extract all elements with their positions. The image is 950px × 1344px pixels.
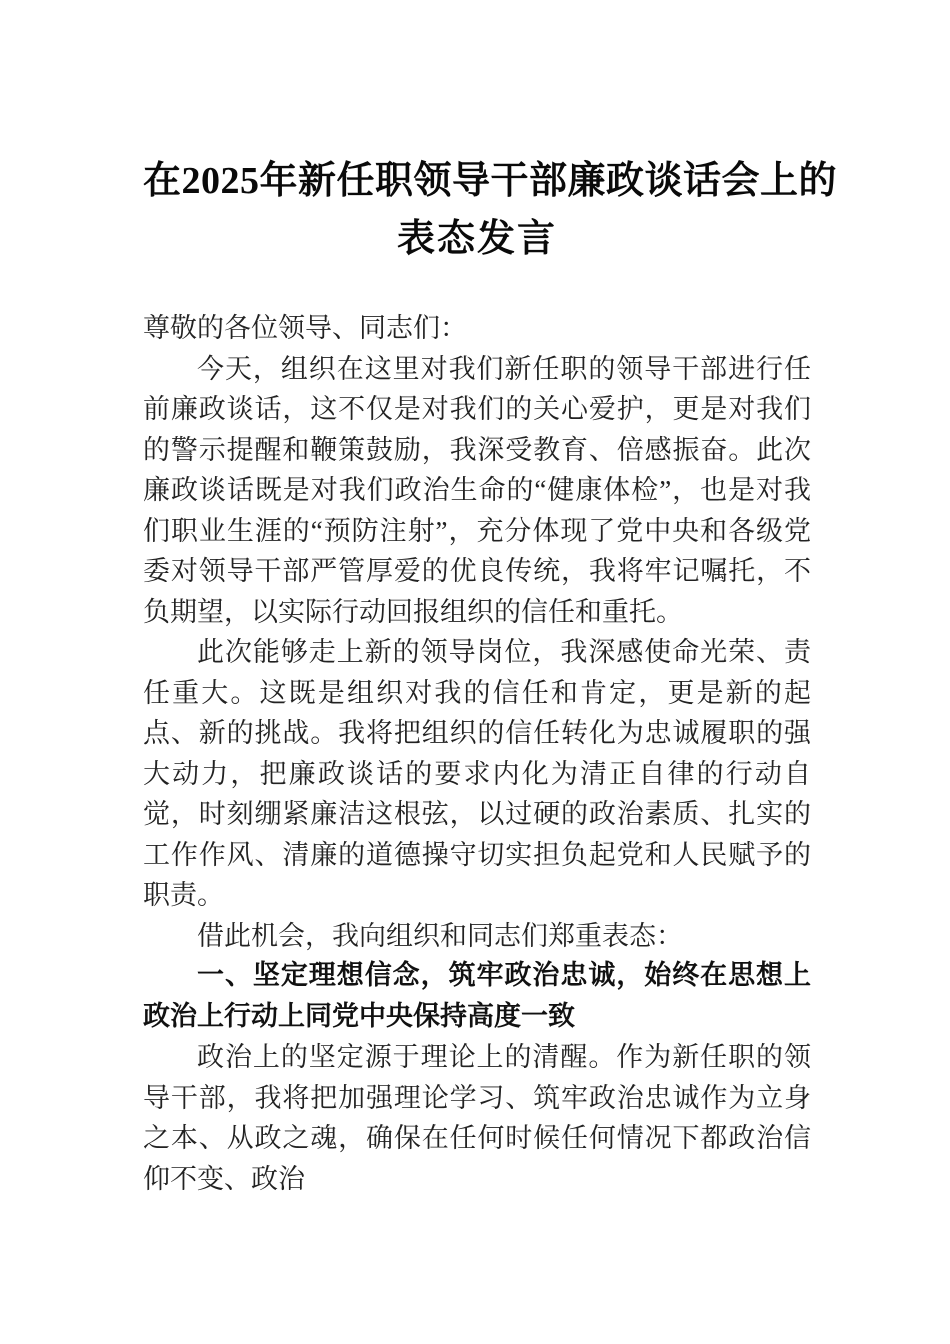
body-paragraph-3: 借此机会，我向组织和同志们郑重表态： [197, 920, 683, 951]
body-paragraph-1: 今天，组织在这里对我们新任职的领导干部进行任前廉政谈话，这不仅是对我们的关心爱护，更是对我们的警示提醒和鞭策鼓励，我深受教育、倍感振奋。此次廉政谈话既是对我们政治生命的“健康体检”，也是对我们职业生涯的“预防注射”，充分体现了党中央和各级党委对领导干部严管厚爱的优良传统，我将牢记嘱托，不负期望，以实际行动回报组织的信任和重托。 [143, 353, 811, 627]
page-title-line-1: 在2025年新任职领导干部廉政谈话会上的 [143, 160, 838, 202]
section-heading-1: 一、坚定理想信念，筑牢政治忠诚，始终在思想上政治上行动上同党中央保持高度一致 [143, 960, 811, 1032]
document-content-column [143, 0, 838, 1199]
page-title-line-2: 表态发言 [396, 218, 557, 260]
page-title [143, 0, 838, 268]
document-body [143, 308, 811, 1199]
body-paragraph-2: 此次能够走上新的领导岗位，我深感使命光荣、责任重大。这既是组织对我的信任和肯定，更是新的起点、新的挑战。我将把组织的信任转化为忠诚履职的强大动力，把廉政谈话的要求内化为清正自律的行动自觉，时刻绷紧廉洁这根弦，以过硬的政治素质、扎实的工作作风、清廉的道德操守切实担负起党和人民赋予的职责。 [143, 637, 811, 910]
salutation: 尊敬的各位领导、同志们： [143, 313, 467, 343]
section-paragraph-1: 政治上的坚定源于理论上的清醒。作为新任职的领导干部，我将把加强理论学习、筑牢政治忠诚作为立身之本、从政之魂，确保在任何时候任何情况下都政治信仰不变、政治 [143, 1042, 811, 1194]
